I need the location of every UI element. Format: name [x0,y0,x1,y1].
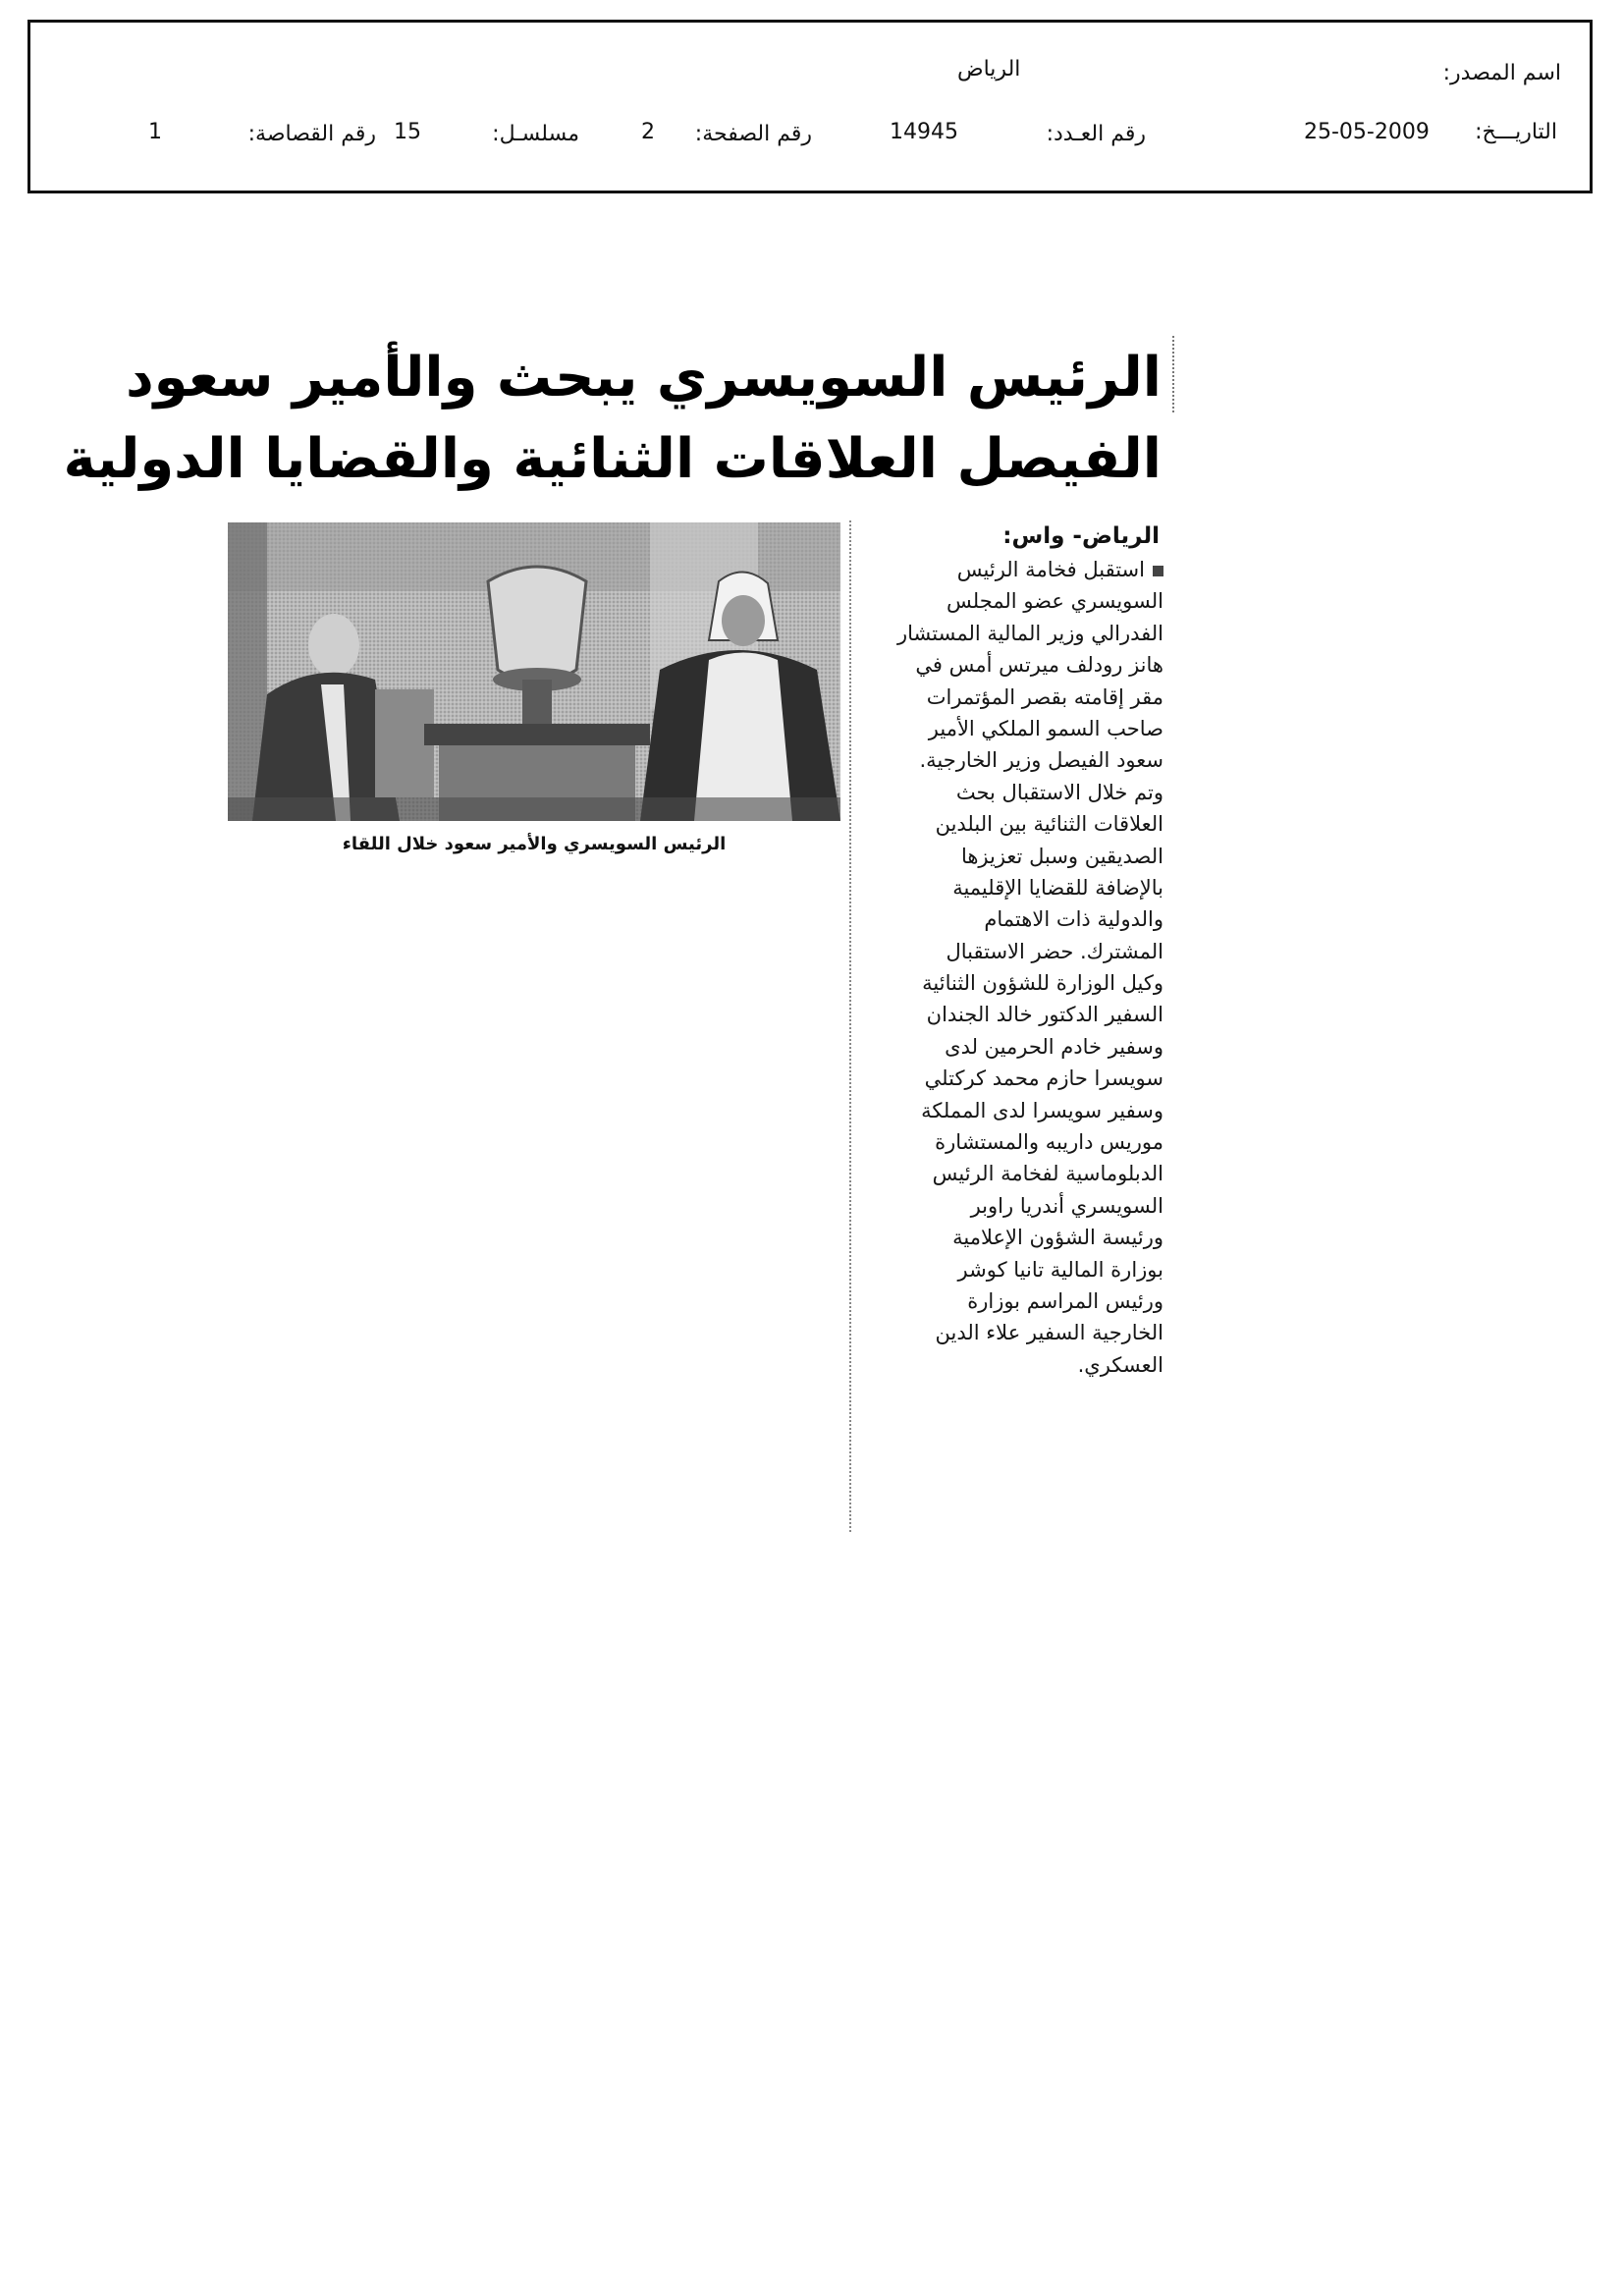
page-label: رقم الصفحة: [694,122,812,146]
article-body-text: بالإضافة للقضايا الإقليمية [952,875,1163,900]
article-body-line [873,1190,1163,1222]
article-body-line [873,1349,1163,1381]
news-photo [228,522,840,821]
article-body-text: وكيل الوزارة للشؤون الثنائية [922,971,1163,996]
article-body-text: وسفير خادم الحرمين لدى [945,1034,1163,1059]
article-body-text: الفدرالي وزير المالية المستشار [897,621,1163,645]
article-body-text: مقر إقامته بقصر المؤتمرات [926,684,1163,709]
serial-label: مسلسـل: [492,122,579,146]
serial-value: 15 [394,120,421,144]
article-body-line [873,999,1163,1030]
article-body-line [873,841,1163,872]
article-body-line [873,713,1163,744]
article-body-text: العسكري. [1077,1352,1163,1377]
article-body [873,554,1163,1381]
article-body-line [873,1285,1163,1317]
article-body-line [873,1254,1163,1285]
date-value: 25-05-2009 [1304,120,1430,144]
clip-value: 1 [148,120,162,144]
article-body-text: العلاقات الثنائية بين البلدين [935,812,1163,837]
article-body-text: المشترك. حضر الاستقبال [946,939,1163,963]
article-body-text: الصديقين وسبل تعزيزها [960,844,1163,868]
article-body-line [873,682,1163,713]
source-label: اسم المصدر: [1442,61,1561,85]
article-body-text: السفير الدكتور خالد الجندان [926,1003,1163,1027]
article-body-text: السويسري أندريا راوبر [970,1193,1163,1218]
clip-label: رقم القصاصة: [247,122,376,146]
article-body-text: السويسري عضو المجلس [946,589,1163,614]
date-label: التاريـــخ: [1475,120,1557,144]
article-body-line [873,1126,1163,1158]
article-body-line [873,1222,1163,1253]
article-body-text: الدبلوماسية لفخامة الرئيس [932,1162,1163,1186]
article-body-line [873,903,1163,935]
article-body-text: سعود الفيصل وزير الخارجية. [919,748,1163,773]
clipping-metadata-box [27,20,1593,193]
article-body-line [873,618,1163,649]
article-body-line [873,1158,1163,1189]
article-body-line [873,585,1163,617]
headline-line-1: الرئيس السويسري يبحث والأمير سعود [125,346,1162,410]
article-body-text: والدولية ذات الاهتمام [984,907,1163,932]
article-body-text: موريس داريبه والمستشارة [935,1130,1163,1155]
article-body-text: الخارجية السفير علاء الدين [935,1321,1163,1345]
column-rule-headline [1172,336,1174,412]
article-body-line [873,1317,1163,1348]
source-value: الرياض [957,57,1021,82]
article-body-line [873,554,1163,585]
photo-caption: الرئيس السويسري والأمير سعود خلال اللقاء [342,834,727,854]
article-body-line [873,967,1163,999]
article-body-line [873,744,1163,776]
article-body-text: سويسرا حازم محمد كركتلي [924,1066,1163,1091]
article-body-line [873,1063,1163,1094]
issue-label: رقم العـدد: [1046,122,1146,146]
article-body-text: ورئيس المراسم بوزارة [967,1288,1163,1313]
page-value: 2 [641,120,655,144]
article-body-line [873,649,1163,681]
article-body-text: هانز رودلف ميرتس أمس في [915,653,1163,678]
square-bullet-icon [1153,566,1163,576]
article-body-line [873,777,1163,808]
article-body-line [873,1031,1163,1063]
column-rule-body [849,520,851,1532]
article-body-text: ورئيسة الشؤون الإعلامية [952,1226,1163,1250]
article-body-line [873,936,1163,967]
article-body-line [873,872,1163,903]
article-body-line [873,808,1163,840]
issue-value: 14945 [890,120,958,144]
article-body-text: وسفير سويسرا لدى المملكة [921,1098,1163,1122]
article-body-text: استقبل فخامة الرئيس [956,558,1145,581]
headline-line-2: الفيصل العلاقات الثنائية والقضايا الدولية [63,427,1162,491]
article-body-line [873,1095,1163,1126]
article-body-text: صاحب السمو الملكي الأمير [928,716,1163,740]
article-body-text: بوزارة المالية تانيا كوشر [957,1257,1163,1282]
dateline: الرياض- واس: [1002,523,1160,549]
article-body-text: وتم خلال الاستقبال بحث [955,780,1163,804]
